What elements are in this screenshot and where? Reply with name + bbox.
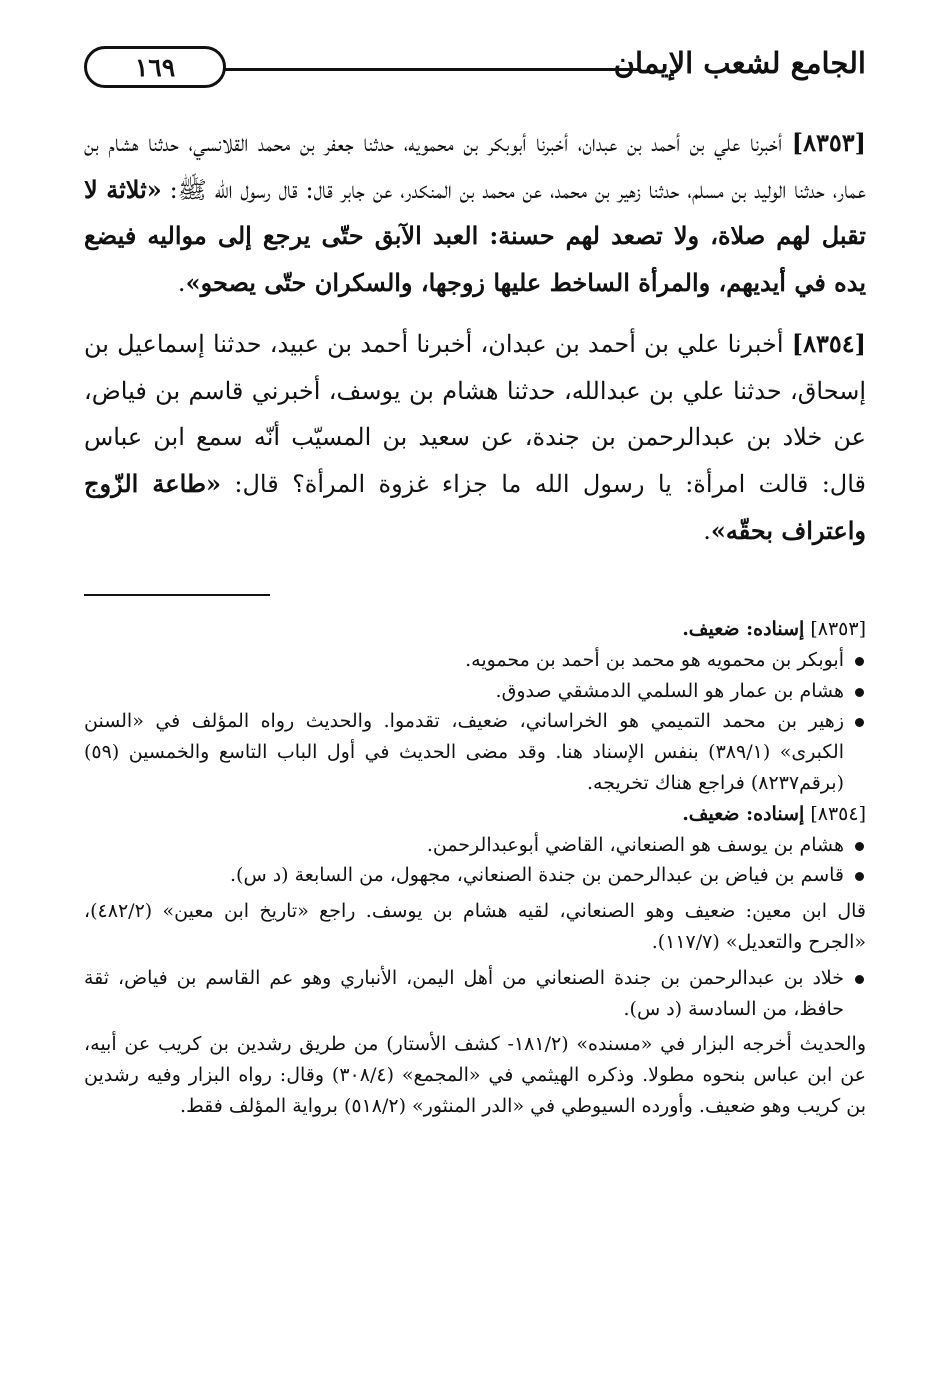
hadith-chain: أخبرنا علي بن أحمد بن عبدان، أخبرنا أحمد بن عبيد، حدثنا إسماعيل بن إسحاق، حدثنا علي بن عبدالله، حدثنا هشام بن يوسف، أخبرني قاسم بن فياض، عن خلاد بن عبدالرحمن بن جندة، عن سعيد بن المسيّب أنّه سمع ابن عباس قال: قالت امرأة: يا رسول الله ما جزاء غزوة المرأة؟ قال:: [84, 329, 867, 498]
bullet-icon: [855, 688, 864, 697]
footnote-heading-8353: [84, 614, 866, 645]
list-item: [84, 963, 866, 1025]
main-text: [84, 120, 866, 568]
hadith-8354: [84, 321, 866, 555]
list-item-text: هشام بن عمار هو السلمي الدمشقي صدوق.: [495, 679, 844, 702]
hadith-number: [٨٣٥٤]: [791, 328, 866, 358]
list-item-text: زهير بن محمد التميمي هو الخراساني، ضعيف، تقدموا. والحديث رواه المؤلف في «السنن الكبرى» (٣٨٩/١) بنفس الإسناد هنا. وقد مضى الحديث في أول الباب التاسع والخمسين (٥٩) (برقم٨٢٣٧) فراجع هناك تخريجه.: [84, 710, 844, 794]
bullet-icon: [855, 657, 864, 666]
list-item: [84, 830, 866, 861]
footnote-grade: إسناده: ضعيف.: [682, 802, 805, 825]
hadith-end: .: [703, 516, 711, 545]
footnote-separator: [84, 594, 270, 596]
list-item: [84, 645, 866, 676]
bullet-icon: [855, 842, 864, 851]
list-item-text: خلاد بن عبدالرحمن بن جندة الصنعاني من أهل اليمن، الأنباري وهو عم القاسم بن فياض، ثقة حافظ، من السادسة (د س).: [84, 966, 844, 1020]
footnote-grade: إسناده: ضعيف.: [682, 618, 805, 640]
footnote-list: [84, 963, 866, 1025]
footnote-number: [٨٣٥٤]: [810, 802, 866, 825]
hadith-quote: «ثلاثة لا تقبل لهم صلاة، ولا تصعد لهم حسنة: العبد الآبق حتّى يرجع إلى مواليه فيضع يده في أيديهم، والمرأة الساخط عليها زوجها، والسكران حتّى يصحو»: [84, 174, 866, 298]
book-title: الجامع لشعب الإيمان: [613, 46, 866, 80]
footnote-heading-8354: [84, 799, 866, 830]
footnotes: [84, 614, 866, 1127]
list-item-text: أبوبكر بن محمويه هو محمد بن أحمد بن محمويه.: [465, 648, 844, 671]
bullet-icon: [855, 718, 864, 727]
page-header: [84, 44, 866, 96]
list-item-text: قاسم بن فياض بن عبدالرحمن بن جندة الصنعاني، مجهول، من السابعة (د س).: [230, 864, 844, 887]
footnote-closing: والحديث أخرجه البزار في «مسنده» (١٨١/٢- كشف الأستار) من طريق رشدين بن كريب عن أبيه، عن ابن عباس بنحوه مطولا. وذكره الهيثمي في «المجمع» (٣٠٨/٤) وقال: رواه البزار وفيه رشدين بن كريب وهو ضعيف. وأورده السيوطي في «الدر المنثور» (٥١٨/٢) برواية المؤلف فقط.: [84, 1033, 867, 1117]
footnote-note: قال ابن معين: ضعيف وهو الصنعاني، لقيه هشام بن يوسف. راجع «تاريخ ابن معين» (٤٨٢/٢)، «الجرح والتعديل» (١١٧/٧).: [84, 900, 866, 953]
footnote-list: [84, 830, 866, 892]
header-rule: [224, 68, 640, 71]
hadith-chain: أخبرنا علي بن أحمد بن عبدان، أخبرنا أبوبكر بن محمويه، حدثنا جعفر بن محمد القلانسي، حدثنا هشام بن عمار، حدثنا الوليد بن مسلم، حدثنا زهير بن محمد، عن محمد بن المنكدر، عن جابر قال: قال رسول الله ﷺ:: [84, 129, 866, 204]
footnote-list: [84, 645, 866, 799]
list-item: [84, 706, 866, 798]
hadith-end: .: [177, 269, 186, 298]
bullet-icon: [855, 975, 864, 984]
bullet-icon: [855, 872, 864, 881]
list-item: [84, 676, 866, 707]
hadith-8353: [84, 120, 866, 307]
footnote-number: [٨٣٥٣]: [810, 618, 866, 640]
hadith-number: [٨٣٥٣]: [791, 128, 866, 157]
list-item-text: هشام بن يوسف هو الصنعاني، القاضي أبوعبدالرحمن.: [426, 833, 844, 856]
page-number: ١٦٩: [84, 46, 226, 88]
list-item: [84, 860, 866, 891]
hadith-quote: «طاعة الزّوج واعتراف بحقّه»: [84, 468, 866, 545]
